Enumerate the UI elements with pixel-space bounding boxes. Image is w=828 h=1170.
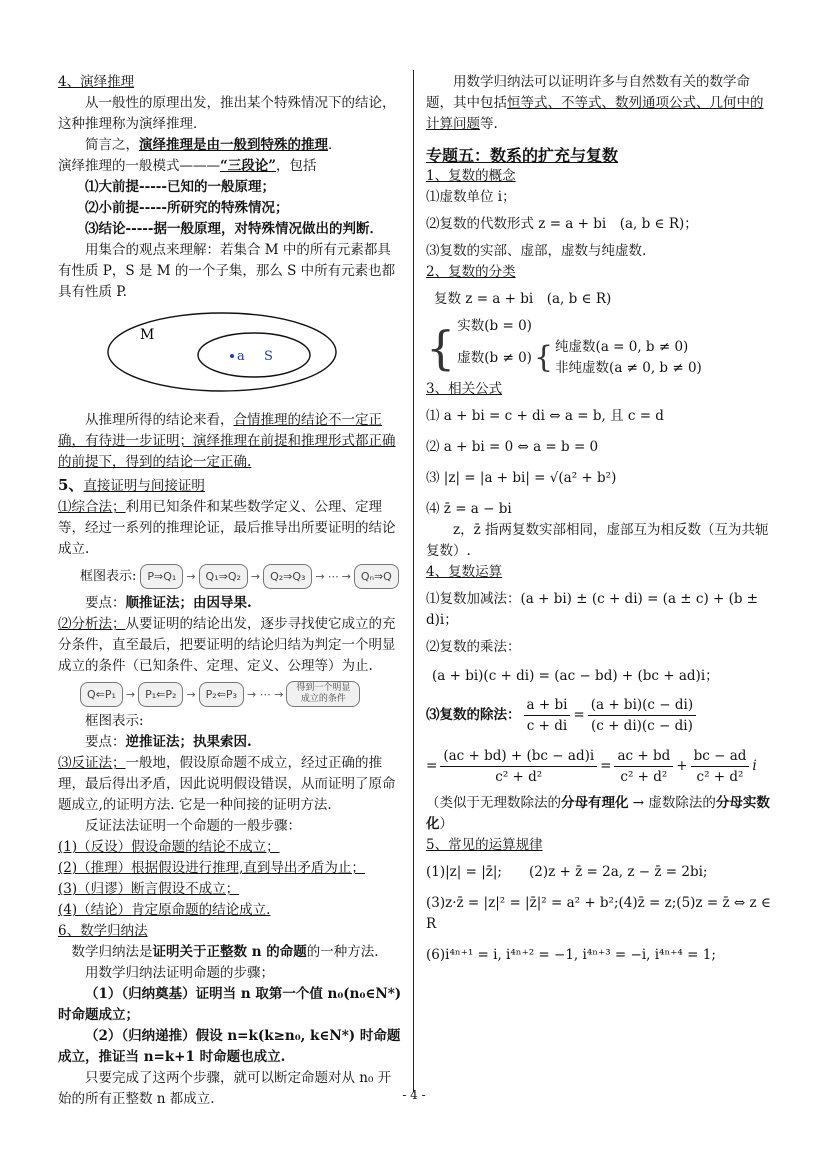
- section-5-title: 5、直接证明与间接证明: [58, 476, 205, 494]
- s4-paragraph-2: 简言之，演绎推理是由一般到特殊的推理．: [85, 137, 342, 153]
- formula-1: ⑴ a + bi = c + di ⇔ a = b, 且 c = d: [426, 408, 664, 424]
- key-point-2: 要点：逆推证法；执果索因.: [85, 734, 252, 750]
- contradiction-step-4: (4)（结论）肯定原命题的结论成立.: [58, 902, 271, 918]
- formula-4: ⑷ z̄ = a − bi: [426, 501, 512, 517]
- contradiction-steps-intro: 反证法法证明一个命题的一般步骤：: [85, 818, 301, 834]
- s4-paragraph-5: 从推理所得的结论来看，合情推理的结论不一定正确，有待进一步证明；演绎推理在前提和推理形式都正确的前提下，得到的结论一定正确.: [58, 412, 396, 470]
- flow2-box-1: Q⇐P₁: [80, 682, 123, 707]
- contradiction-step-1: (1)（反设）假设命题的结论不成立；: [58, 839, 280, 855]
- analysis-flowchart: Q⇐P₁ → P₁⇐P₂ → P₂⇐P₃ → ⋯ → 得到一个明显成立的条件: [80, 681, 404, 707]
- formula-3: ⑶ |z| = |a + bi| = √(a² + b²): [426, 470, 617, 486]
- induction-applications: 用数学归纳法可以证明许多与自然数有关的数学命题，其中包括恒等式、不等式、数列通项公式、几何中的计算问题等.: [426, 74, 764, 132]
- right-column: [426, 72, 776, 966]
- flow2-box-4: 得到一个明显成立的条件: [286, 681, 360, 707]
- venn-diagram: [104, 309, 404, 402]
- label-m: M: [140, 327, 155, 343]
- complex-classification-title: 2、复数的分类: [426, 264, 516, 280]
- division-note: （类似于无理数除法的分母有理化 → 虚数除法的分母实数化）: [426, 795, 770, 832]
- venn-svg: [104, 309, 344, 395]
- complex-form: 复数 z = a + bi (a, b ∈ R): [434, 291, 612, 307]
- synthesis-method: ⑴综合法；利用已知条件和某些数学定义、公理、定理等，经过一系列的推理论证，最后推导出所要证明的结论成立.: [58, 499, 396, 557]
- page-number: - 4 -: [402, 1088, 426, 1102]
- key-point-1: 要点：顺推证法；由因导果.: [85, 595, 252, 611]
- flow1-box-1: P⇒Q₁: [140, 564, 183, 589]
- imaginary-unit: ⑴虚数单位 i；: [426, 189, 516, 205]
- s6-paragraph-2: 用数学归纳法证明命题的步骤；: [85, 965, 274, 981]
- division-rule: ⑶复数的除法： $\frac{a + bi}{c + di}$ = $\frac{(a + bi)(c - di)}{(c + di)(c - di)}$: [426, 695, 776, 736]
- formulas-title: 3、相关公式: [426, 381, 503, 397]
- division-result: = $\frac{(ac + bd) + (bc - ad)i}{\text{c² + d²}}$ = $\frac{ac + bd}{\text{c² + d²}}$ + $\frac{bc - ad}{\text{c² + d²}}$ i: [426, 748, 757, 785]
- flow2-box-2: P₁⇐P₂: [138, 682, 183, 707]
- flow1-box-3: Q₂⇒Q₃: [263, 564, 312, 589]
- s6-paragraph-3: 只要完成了这两个步骤，就可以断定命题对从 n₀ 开始的所有正整数 n 都成立.: [58, 1070, 392, 1107]
- formula-2: ⑵ a + bi = 0 ⇔ a = b = 0: [426, 439, 599, 455]
- rule-line-2: (3)z·z̄ = |z|² = |z̄|² = a² + b²;(4)z̄̄ = z;(5)z = z̄ ⇔ z ∈ R: [426, 895, 771, 932]
- s4-paragraph-3: 演绎推理的一般模式———“三段论”，包括: [58, 158, 317, 174]
- class-non-pure-imaginary: 非纯虚数(a ≠ 0, b ≠ 0): [555, 360, 702, 376]
- label-s: S: [264, 349, 273, 364]
- multiplication-label: ⑵复数的乘法：: [426, 639, 521, 655]
- analysis-method: ⑵分析法；从要证明的结论出发，逐步寻找使它成立的充分条件，直至最后，把要证明的结论归结为判定一个明显成立的条件（已知条件、定理、定义、公理等）为止.: [58, 616, 396, 674]
- classification-brace: { 实数(b = 0) 虚数(b ≠ 0) { 纯虚数(a = 0, b ≠ 0) 非纯虚数(a ≠ 0, b ≠ 0): [426, 316, 776, 379]
- class-imaginary: 虚数(b ≠ 0): [457, 349, 532, 366]
- class-real: 实数(b = 0): [457, 318, 532, 334]
- s4-paragraph-1: 从一般性的原理出发，推出某个特殊情况下的结论，这种推理称为演绎推理．: [58, 95, 396, 132]
- flow2-box-3: P₂⇐P₃: [199, 682, 244, 707]
- s4-item-3: ⑶结论-----据一般原理，对特殊情况做出的判断．: [85, 221, 384, 237]
- s4-item-2: ⑵小前提-----所研究的特殊情况；: [85, 200, 289, 216]
- s6-step-2: （2）（归纳递推）假设 n=k(k≥n₀, k∈N*) 时命题成立，推证当 n=k+1 时命题也成立.: [58, 1028, 401, 1065]
- rule-line-3: (6)i⁴ⁿ⁺¹ = i, i⁴ⁿ⁺² = −1, i⁴ⁿ⁺³ = −i, i⁴ⁿ⁺⁴ = 1;: [426, 947, 716, 963]
- frame-label-2: 框图表示:: [85, 713, 144, 729]
- flow1-box-4: Qₙ⇒Q: [354, 564, 399, 589]
- real-imag-parts: ⑶复数的实部、虚部，虚数与纯虚数.: [426, 243, 647, 259]
- operations-title: 4、复数运算: [426, 564, 503, 580]
- contradiction-step-2: (2)（推理）根据假设进行推理,直到导出矛盾为止；: [58, 860, 365, 876]
- section-6-title: 6、数学归纳法: [58, 923, 148, 939]
- rules-title: 5、常见的运算规律: [426, 837, 543, 853]
- column-divider: [413, 70, 414, 1092]
- topic-5-title: 专题五：数系的扩充与复数: [426, 146, 619, 165]
- s6-step-1: （1）（归纳奠基）证明当 n 取第一个值 n₀(n₀∈N*) 时命题成立；: [58, 986, 402, 1023]
- set-s-ellipse: [198, 333, 310, 377]
- conjugate-note: z，z̄ 指两复数实部相同，虚部互为相反数（互为共轭复数）.: [426, 522, 769, 559]
- multiplication-rule: (a + bi)(c + di) = (ac − bd) + (bc + ad)i；: [432, 668, 719, 684]
- addition-rule: ⑴复数加减法：(a + bi) ± (c + di) = (a ± c) + (b ± d)i；: [426, 591, 759, 628]
- rule-line-1: (1)|z| = |z̄|; (2)z + z̄ = 2a, z − z̄ = 2bi;: [426, 864, 708, 880]
- set-m-ellipse: [108, 313, 336, 391]
- flow1-box-2: Q₁⇒Q₂: [199, 564, 248, 589]
- label-a: a: [237, 349, 245, 364]
- section-4-title: 4、演绎推理: [58, 74, 135, 90]
- contradiction-method: ⑶反证法；一般地，假设原命题不成立，经过正确的推理，最后得出矛盾，因此说明假设错误，从而证明了原命题成立,的证明方法. 它是一种间接的证明方法.: [58, 755, 396, 813]
- contradiction-step-3: (3)（归谬）断言假设不成立；: [58, 881, 240, 897]
- point-a: [230, 354, 234, 358]
- s4-paragraph-4: 用集合的观点来理解：若集合 M 中的所有元素都具有性质 P，S 是 M 的一个子集，那么 S 中所有元素也都具有性质 P.: [58, 242, 396, 300]
- algebraic-form: ⑵复数的代数形式 z = a + bi (a, b ∈ R)；: [426, 216, 698, 232]
- class-pure-imaginary: 纯虚数(a = 0, b ≠ 0): [555, 339, 689, 355]
- s4-item-1: ⑴大前提-----已知的一般原理；: [85, 179, 276, 195]
- synthesis-flowchart: 框图表示: P⇒Q₁ → Q₁⇒Q₂ → Q₂⇒Q₃ → ⋯ → Qₙ⇒Q: [80, 564, 404, 589]
- s6-paragraph-1: 数学归纳法是证明关于正整数 n 的命题的一种方法.: [71, 944, 379, 960]
- left-column: [58, 72, 404, 1110]
- complex-concept-title: 1、复数的概念: [426, 168, 516, 184]
